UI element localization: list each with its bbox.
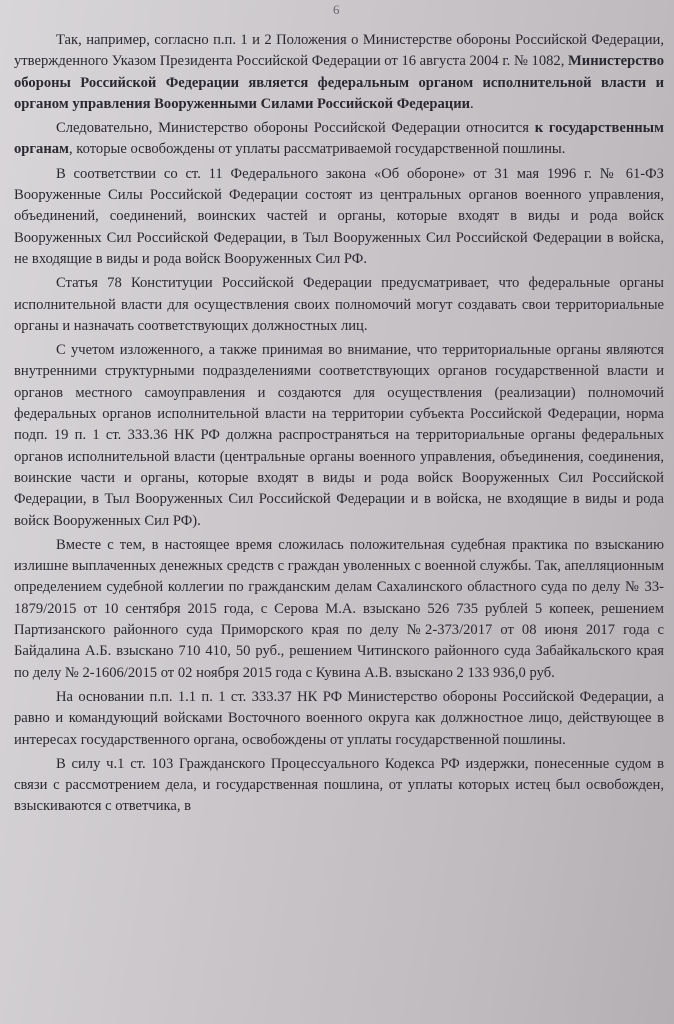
paragraph bbox=[14, 340, 664, 532]
paragraph bbox=[14, 687, 664, 751]
paragraph-text: , которые освобождены от уплаты рассматриваемой государственной пошлины. bbox=[68, 141, 566, 158]
paragraph-text: С учетом изложенного, а также принимая во внимание, что территориальные органы являются внутренними структурными подразделениями соответствующих органов государственной власти и органов местного самоуправления и создаются для осуществления (реализации) полномочий федеральных органов исполнительной власти на территории субъекта Российской Федерации, норма подп. 19 п. 1 ст. 333.36 НК РФ должна распространяться на территориальные органы федеральных органов исполнительной власти (центральные органы военного управления, объединения, соединения, воинские части и органы, которые входят в виды и рода войск Вооруженных Сил Российской Федерации, в Тыл Вооруженных Сил Российской Федерации и в войска, не входящие в виды и рода войск Вооруженных Сил РФ). bbox=[14, 342, 664, 529]
paragraph bbox=[14, 30, 664, 115]
paragraph-text: В соответствии со ст. 11 Федерального закона «Об обороне» от 31 мая 1996 г. № 61-ФЗ Вооруженные Силы Российской Федерации состоят из центральных органов военного управления, объединений, соединений, воинских частей и органы, которые входят в виды и рода войск Вооруженных Сил Российской Федерации, в Тыл Вооруженных Сил Российской Федерации в войска, не входящие в виды и рода войск Вооруженных Сил РФ. bbox=[14, 165, 664, 267]
paragraph bbox=[14, 273, 664, 337]
paragraph-text: Так, например, согласно п.п. 1 и 2 Положения о Министерстве обороны Российской Федерации, утвержденного Указом Президента Российской Федерации от 16 августа 2004 г. № 1082, bbox=[14, 32, 664, 70]
paragraph bbox=[14, 754, 664, 818]
paragraph-text: Статья 78 Конституции Российской Федерации предусматривает, что федеральные органы исполнительной власти для осуществления своих полномочий могут создавать свои территориальные органы и назначать соответствующих должностных лиц. bbox=[14, 275, 664, 334]
paragraph bbox=[14, 118, 664, 161]
paragraph-text: Следовательно, Министерство обороны Российской Федерации относится bbox=[56, 120, 535, 137]
paragraph-text: Вместе с тем, в настоящее время сложилась положительная судебная практика по взысканию излишне выплаченных денежных средств с граждан уволенных с военной службы. Так, апелляционным определением судебной коллегии по гражданским делам Сахалинского областного суда по делу № 33-1879/2015 от 10 сентября 2015 года, с Серова М.А. взыскано 526 735 рублей 5 копеек, решением Партизанского районного суда Приморского края по делу №2-373/2017 от 08 июня 2017 года с Байдалина А.Б. взыскано 710 410, 50 руб., решением Читинского районного суда Забайкальского края по делу № 2-1606/2015 от 02 ноября 2015 года с Кувина А.В. взыскано 2 133 936,0 руб. bbox=[14, 536, 664, 681]
page-number: 6 bbox=[333, 2, 340, 17]
bold-text: к государственным органам bbox=[14, 120, 665, 158]
paragraph bbox=[14, 535, 664, 684]
paragraph-text: . bbox=[470, 95, 474, 112]
paragraph bbox=[14, 164, 664, 270]
paragraph-text: В силу ч.1 ст. 103 Гражданского Процессуального Кодекса РФ издержки, понесенные судом в связи с рассмотрением дела, и государственная пошлина, от уплаты которых истец был освобожден, взыскиваются с ответчика, в bbox=[14, 755, 664, 815]
bold-text: Министерство обороны Российской Федерации является федеральным органом исполнительной власти и органом управления Вооруженными Силами Российской Федерации bbox=[14, 53, 664, 112]
paragraph-text: На основании п.п. 1.1 п. 1 ст. 333.37 НК РФ Министерство обороны Российской Федерации, а равно и командующий войсками Восточного военного округа как должностное лицо, действующее в интересах государственного органа, освобождены от уплаты государственной пошлины. bbox=[14, 688, 664, 748]
document-body bbox=[14, 30, 664, 818]
